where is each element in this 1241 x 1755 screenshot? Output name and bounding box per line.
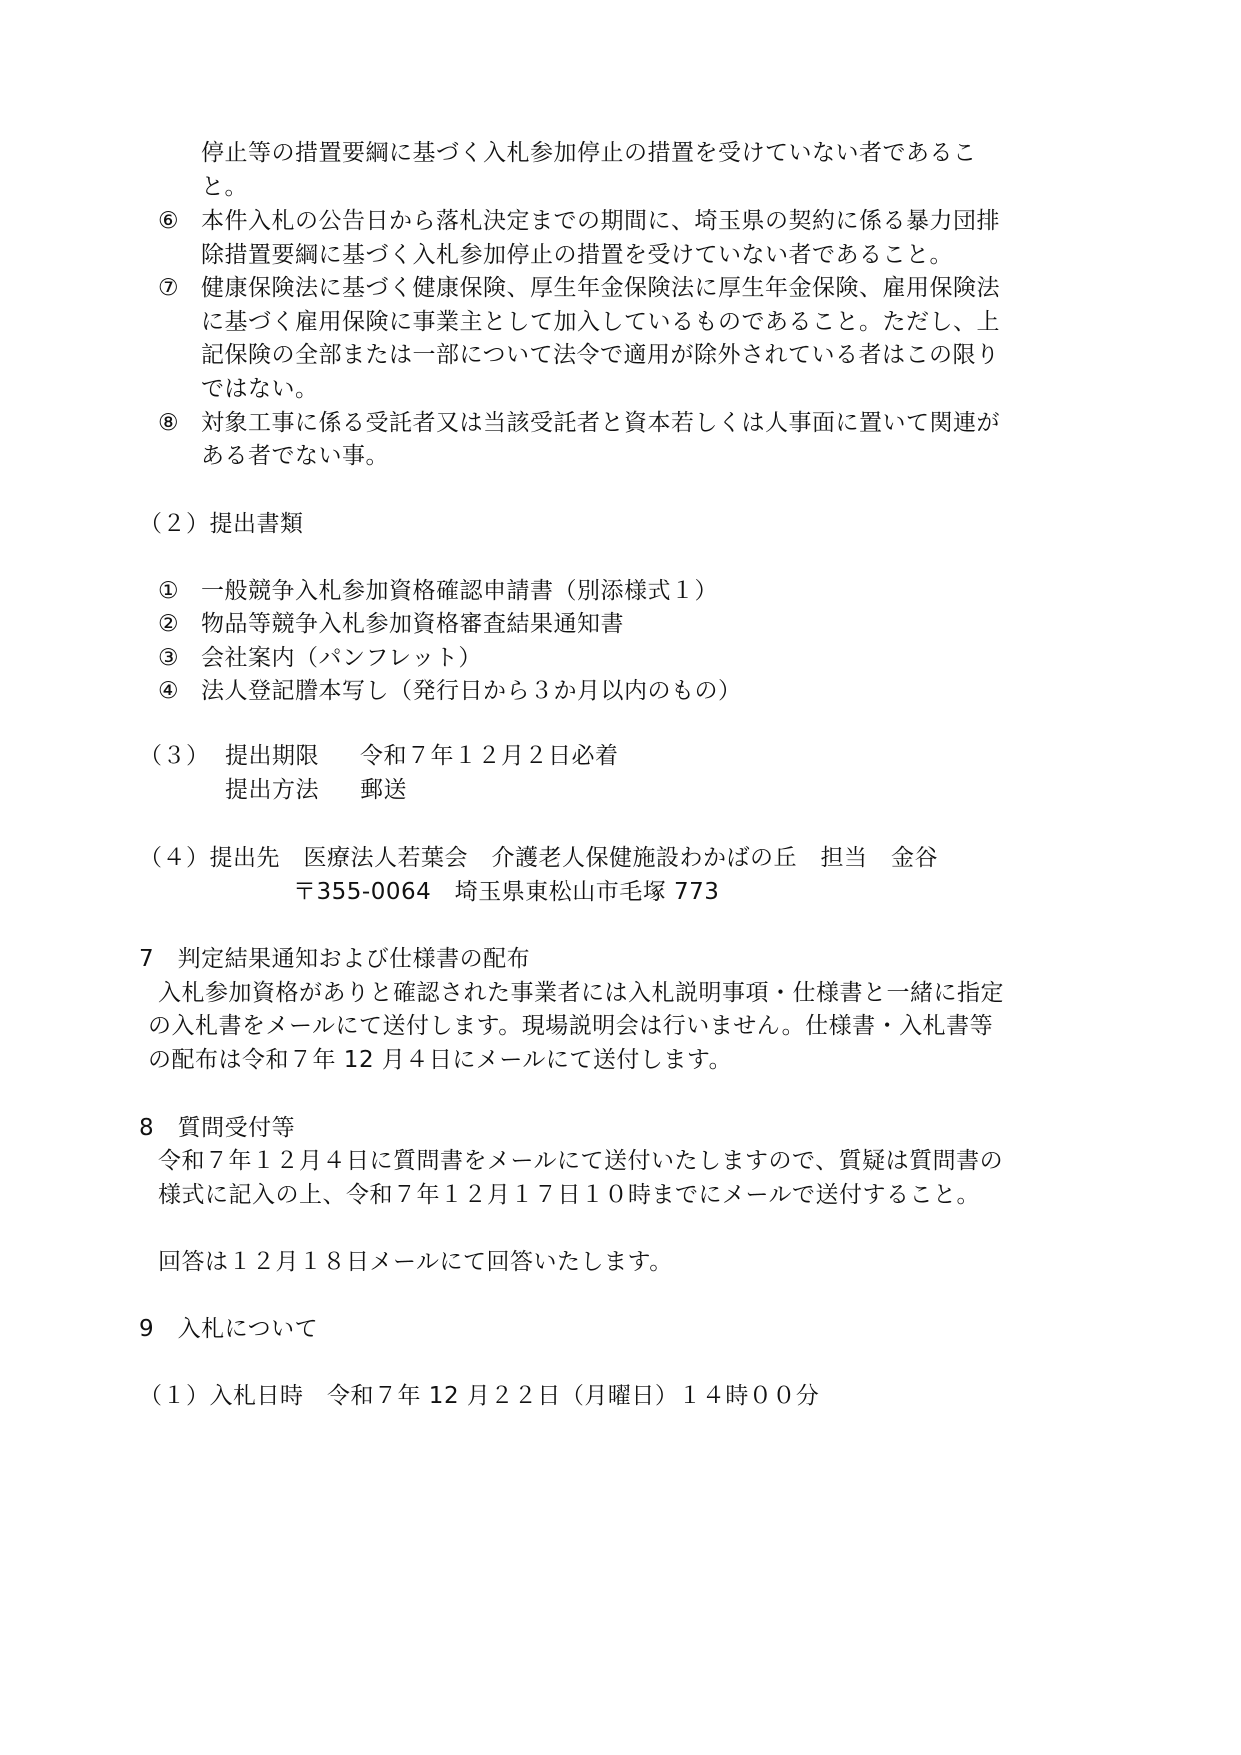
item8-line-1: 対象工事に係る受託者又は当該受託者と資本若しくは人事面に置いて関連が: [201, 410, 1000, 436]
item6-number: ⑥: [158, 208, 179, 234]
section9-heading: 9 入札について: [139, 1316, 319, 1342]
section8-heading: 8 質問受付等: [139, 1115, 296, 1141]
item8-number: ⑧: [158, 410, 179, 436]
section9-line-1: （１）入札日時 令和７年 12 月２２日（月曜日）１４時００分: [139, 1383, 820, 1409]
item7-line-1: 健康保険法に基づく健康保険、厚生年金保険法に厚生年金保険、雇用保険法: [201, 275, 1000, 301]
document-item-text-3: 会社案内（パンフレット）: [201, 645, 482, 671]
section7-line-2: の入札書をメールにて送付します。現場説明会は行いません。仕様書・入札書等: [148, 1013, 994, 1039]
document-item-number-4: ④: [158, 678, 179, 704]
document-item-text-4: 法人登記謄本写し（発行日から３か月以内のもの）: [201, 678, 742, 704]
item5-continuation-line-1: 停止等の措置要綱に基づく入札参加停止の措置を受けていない者であるこ: [201, 140, 977, 166]
method-value: 郵送: [360, 777, 407, 803]
item7-line-3: 記保険の全部または一部について法令で適用が除外されている者はこの限り: [201, 342, 1000, 368]
destination-address: 〒355-0064 埼玉県東松山市毛塚 773: [293, 879, 720, 905]
section7-heading: 7 判定結果通知および仕様書の配布: [139, 946, 531, 972]
item7-line-4: ではない。: [201, 376, 319, 402]
item8-line-2: ある者でない事。: [201, 443, 389, 469]
document-item-number-2: ②: [158, 611, 179, 637]
document-item-text-2: 物品等競争入札参加資格審査結果通知書: [201, 611, 624, 637]
section8-line-1: 令和７年１２月４日に質問書をメールにて送付いたしますので、質疑は質問書の: [158, 1148, 1004, 1174]
section8-line-2: 様式に記入の上、令和７年１２月１７日１０時までにメールで送付すること。: [158, 1182, 981, 1208]
item6-line-2: 除措置要綱に基づく入札参加停止の措置を受けていない者であること。: [201, 242, 953, 268]
item7-number: ⑦: [158, 275, 179, 301]
item6-line-1: 本件入札の公告日から落札決定までの期間に、埼玉県の契約に係る暴力団排: [201, 208, 1000, 234]
method-label: 提出方法: [225, 777, 319, 803]
document-item-number-3: ③: [158, 645, 179, 671]
item5-continuation-line-2: と。: [201, 174, 248, 200]
deadline-section-label: （３）: [139, 743, 210, 769]
section7-line-1: 入札参加資格がありと確認された事業者には入札説明事項・仕様書と一緒に指定: [158, 980, 1004, 1006]
documents-heading: （２）提出書類: [139, 511, 304, 537]
document-item-number-1: ①: [158, 578, 179, 604]
deadline-value: 令和７年１２月２日必着: [360, 743, 619, 769]
section8-line-3: 回答は１２月１８日メールにて回答いたします。: [158, 1249, 673, 1275]
item7-line-2: に基づく雇用保険に事業主として加入しているものであること。ただし、上: [201, 309, 1000, 335]
destination-line-1: （４）提出先 医療法人若葉会 介護老人保健施設わかばの丘 担当 金谷: [139, 845, 938, 871]
document-item-text-1: 一般競争入札参加資格確認申請書（別添様式１）: [201, 578, 718, 604]
deadline-label: 提出期限: [225, 743, 319, 769]
section7-line-3: の配布は令和７年 12 月４日にメールにて送付します。: [148, 1047, 733, 1073]
